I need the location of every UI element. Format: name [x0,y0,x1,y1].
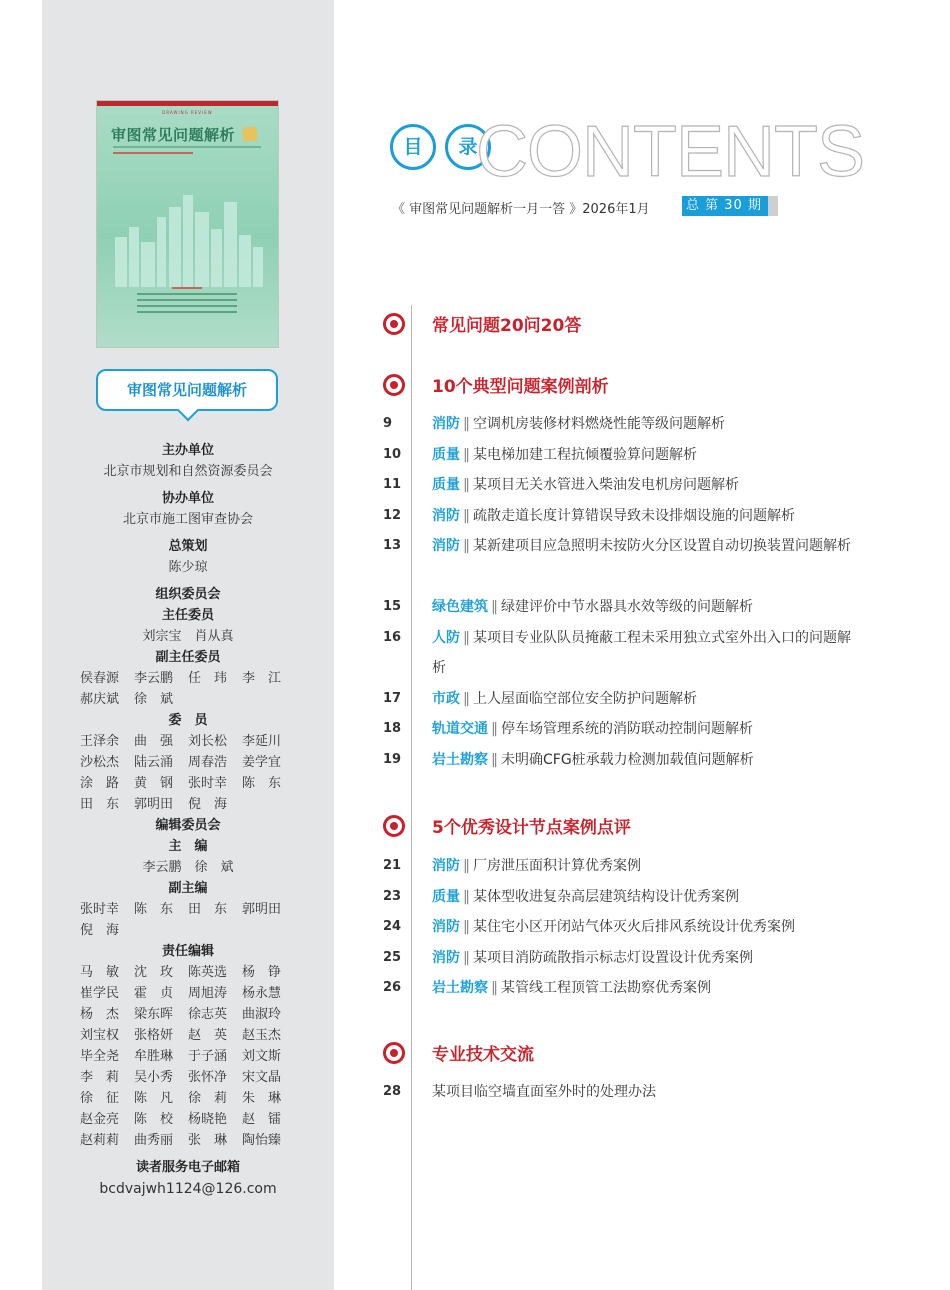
person-name: 侯春源 [80,671,120,686]
person-name: 张 琳 [188,1133,228,1148]
person-name: 陶怡臻 [242,1133,282,1148]
person-name: 曲秀丽 [134,1133,174,1148]
toc-entry-text [432,943,864,974]
toc-entry-text [432,745,864,776]
title-char-mu: 目 [390,124,436,170]
person-name: 郭明田 [134,797,174,812]
page-number: 16 [383,629,402,645]
article-title: 某管线工程顶管工法勘察优秀案例 [501,980,711,996]
vice-chair-heading: 副主任委员 [155,650,221,665]
page-number: 11 [383,477,402,492]
category-label: 质量 [432,446,460,463]
toc-entry-text [432,684,864,715]
person-name: 沈 玫 [134,965,174,980]
category-label: 消防 [432,507,460,524]
separator: ‖ [463,888,470,905]
toc-entry-text [432,501,864,532]
person-name: 刘文斯 [242,1049,282,1064]
person-name: 赵莉莉 [80,1133,120,1148]
person-name: 王泽余 [80,734,120,749]
person-name: 任 玮 [188,671,228,686]
category-label: 岩土勘察 [432,980,488,996]
separator: ‖ [491,599,498,615]
separator: ‖ [491,721,498,737]
person-name: 周春浩 [188,755,228,770]
chief-editor-names: 李云鹏 徐 斌 [142,860,234,875]
sidebar-title: 审图常见问题解析 [126,381,247,399]
category-label: 岩土勘察 [432,751,488,768]
page-number: 15 [383,599,402,614]
person-name: 赵玉杰 [242,1028,282,1043]
separator: ‖ [463,690,470,707]
responsible-editor-heading: 责任编辑 [161,944,214,959]
person-name: 李 江 [242,671,282,686]
person-name: 杨 铮 [242,965,282,980]
category-label: 市政 [432,690,460,707]
person-name: 张怀净 [188,1070,228,1085]
co-sponsor-heading: 协办单位 [161,491,214,506]
article-title: 某项目专业队队员掩蔽工程未采用独立式室外出入口的问题解析 [432,629,851,676]
vertical-divider [411,305,412,1290]
toc-entry-text [432,440,864,471]
title-char-lu: 录 [445,124,491,170]
page-number: 19 [383,751,402,767]
person-name: 马 敏 [80,965,120,980]
toc-entry-text [432,714,864,745]
person-name: 赵 英 [188,1028,228,1043]
person-name: 李 莉 [80,1070,120,1085]
separator: ‖ [463,507,470,524]
issue-number: 总 第 30 期 [686,198,762,213]
category-label: 质量 [432,888,460,905]
person-name: 于子涵 [188,1049,228,1064]
person-name: 曲 强 [134,734,174,749]
person-name: 张格妍 [134,1028,174,1043]
toc-entry-text [432,1077,864,1108]
editorial-board-heading: 编辑委员会 [155,818,221,833]
person-name: 沙松杰 [80,755,120,770]
toc-entry-text [432,882,864,913]
toc-entry-text [432,851,864,882]
person-name: 徐 莉 [188,1091,228,1106]
page-number: 13 [383,538,402,553]
category-label: 消防 [432,538,460,554]
person-name: 杨 杰 [80,1007,120,1022]
section-title: 10个典型问题案例剖析 [432,377,609,397]
co-sponsor-name: 北京市施工图审查协会 [122,512,253,527]
person-name: 郭明田 [242,902,282,917]
person-name: 陈 校 [134,1112,174,1127]
page-number: 9 [383,416,393,431]
article-title: 某新建项目应急照明未按防火分区设置自动切换装置问题解析 [473,538,851,554]
article-title: 某体型收进复杂高层建筑结构设计优秀案例 [473,888,739,905]
person-name: 倪 海 [80,923,120,938]
toc-entry-text [432,470,864,501]
toc-entry-text [432,973,864,1004]
separator: ‖ [463,538,470,554]
category-label: 质量 [432,477,460,493]
separator: ‖ [491,751,498,768]
section-title: 专业技术交流 [432,1045,534,1065]
org-committee-heading: 组织委员会 [155,587,221,602]
category-label: 人防 [432,629,460,646]
article-title: 某项目消防疏散指示标志灯设置设计优秀案例 [473,949,753,966]
cover-badge-icon [243,127,257,141]
category-label: 消防 [432,416,460,432]
issue-info: 《 审图常见问题解析一月一答 》2026年1月 [392,202,650,217]
deputy-editor-list [80,899,296,941]
target-icon [383,374,405,396]
separator: ‖ [463,858,470,874]
person-name: 张时幸 [80,902,120,917]
article-title: 某电梯加建工程抗倾覆验算问题解析 [473,446,697,463]
person-name: 陈英选 [188,965,228,980]
person-name: 张时幸 [188,776,228,791]
deputy-editor-heading: 副主编 [168,881,208,896]
article-title: 某项目临空墙直面室外时的处理办法 [432,1084,656,1100]
magazine-cover-image [97,101,278,347]
cover-red-band [97,101,278,106]
person-name: 黄 钢 [134,776,174,791]
person-name: 李延川 [242,734,282,749]
member-heading: 委 员 [168,713,208,728]
page-number: 18 [383,721,402,736]
category-label: 轨道交通 [432,721,488,737]
toc-entry-text [432,912,864,943]
cover-subtitle-line [113,152,193,154]
person-name: 陈 东 [134,902,174,917]
target-icon [383,1042,405,1064]
toc-entry-text [432,531,864,562]
toc-entry-text [432,409,864,440]
toc-entry-text [432,623,864,684]
person-name: 宋文晶 [242,1070,282,1085]
article-title: 疏散走道长度计算错误导致未设排烟设施的问题解析 [473,507,795,524]
page-number: 12 [383,507,402,523]
person-name: 牟胜琳 [134,1049,174,1064]
sidebar-title-box [96,369,278,411]
person-name: 杨永慧 [242,986,282,1001]
person-name: 杨晓艳 [188,1112,228,1127]
article-title: 上人屋面临空部位安全防护问题解析 [473,690,697,707]
sponsor-name: 北京市规划和自然资源委员会 [103,464,273,479]
person-name: 徐志英 [188,1007,228,1022]
separator: ‖ [491,980,498,996]
person-name: 陈 凡 [134,1091,174,1106]
article-title: 停车场管理系统的消防联动控制问题解析 [501,721,753,737]
person-name: 涂 路 [80,776,120,791]
toc-entry-text [432,592,864,623]
separator: ‖ [463,919,470,935]
vice-chair-list [80,668,296,710]
article-title: 某项目无关水管进入柴油发电机房问题解析 [473,477,739,493]
person-name: 陆云涌 [134,755,174,770]
responsible-editor-list [80,962,296,1151]
cover-subtitle-line [113,146,261,148]
person-name: 郝庆斌 [80,692,120,707]
page-number: 26 [383,980,402,995]
contents-outline-word: CONTENTS [476,112,864,192]
category-label: 消防 [432,858,460,874]
cover-title: 审图常见问题解析 [111,126,236,144]
category-label: 绿色建筑 [432,599,488,615]
chair-heading: 主任委员 [161,608,214,623]
article-title: 某住宅小区开闭站气体灭火后排风系统设计优秀案例 [473,919,795,935]
page-number: 17 [383,690,402,706]
planner-heading: 总策划 [168,539,208,554]
chief-editor-heading: 主 编 [168,839,208,854]
planner-name: 陈少琼 [168,560,208,575]
person-name: 李云鹏 [134,671,174,686]
person-name: 倪 海 [188,797,228,812]
page-number: 25 [383,949,402,965]
page-number: 10 [383,446,402,462]
separator: ‖ [463,949,470,966]
sidebar-panel [42,0,334,1290]
article-title: 未明确CFG桩承载力检测加载值问题解析 [501,751,754,768]
sponsor-heading: 主办单位 [161,443,214,458]
person-name: 周旭涛 [188,986,228,1001]
person-name: 徐 征 [80,1091,120,1106]
reader-service-email[interactable]: bcdvajwh1124@126.com [99,1181,277,1197]
person-name: 吴小秀 [134,1070,174,1085]
person-name: 霍 贞 [134,986,174,1001]
member-list [80,731,296,815]
cover-footer-text [137,287,237,317]
cover-city-skyline [97,187,278,287]
person-name: 毕全尧 [80,1049,120,1064]
page-number: 24 [383,919,402,934]
category-label: 消防 [432,949,460,966]
page-number: 21 [383,858,402,873]
section-title: 常见问题20问20答 [432,316,582,336]
person-name: 梁东晖 [134,1007,174,1022]
target-icon [383,313,405,335]
person-name: 陈 东 [242,776,282,791]
separator: ‖ [463,416,470,432]
cover-kicker: DRAWING REVIEW [162,110,213,115]
article-title: 空调机房装修材料燃烧性能等级问题解析 [473,416,725,432]
email-heading: 读者服务电子邮箱 [135,1160,240,1175]
issue-number-badge [682,196,778,216]
person-name: 田 东 [80,797,120,812]
separator: ‖ [463,446,470,463]
person-name: 崔学民 [80,986,120,1001]
separator: ‖ [463,477,470,493]
page-number: 23 [383,888,402,904]
person-name: 刘宝权 [80,1028,120,1043]
article-title: 绿建评价中节水器具水效等级的问题解析 [501,599,753,615]
target-icon [383,815,405,837]
person-name: 曲淑玲 [242,1007,282,1022]
section-title: 5个优秀设计节点案例点评 [432,818,631,838]
chair-names: 刘宗宝 肖从真 [142,629,234,644]
person-name: 姜学宜 [242,755,282,770]
person-name: 朱 琳 [242,1091,282,1106]
masthead [80,440,296,1200]
person-name: 刘长松 [188,734,228,749]
person-name: 田 东 [188,902,228,917]
category-label: 消防 [432,919,460,935]
title-box-pointer [177,399,200,422]
article-title: 厂房泄压面积计算优秀案例 [473,858,641,874]
page-number: 28 [383,1084,402,1099]
person-name: 徐 斌 [134,692,174,707]
person-name: 赵金亮 [80,1112,120,1127]
person-name: 赵 镭 [242,1112,282,1127]
separator: ‖ [463,629,470,646]
